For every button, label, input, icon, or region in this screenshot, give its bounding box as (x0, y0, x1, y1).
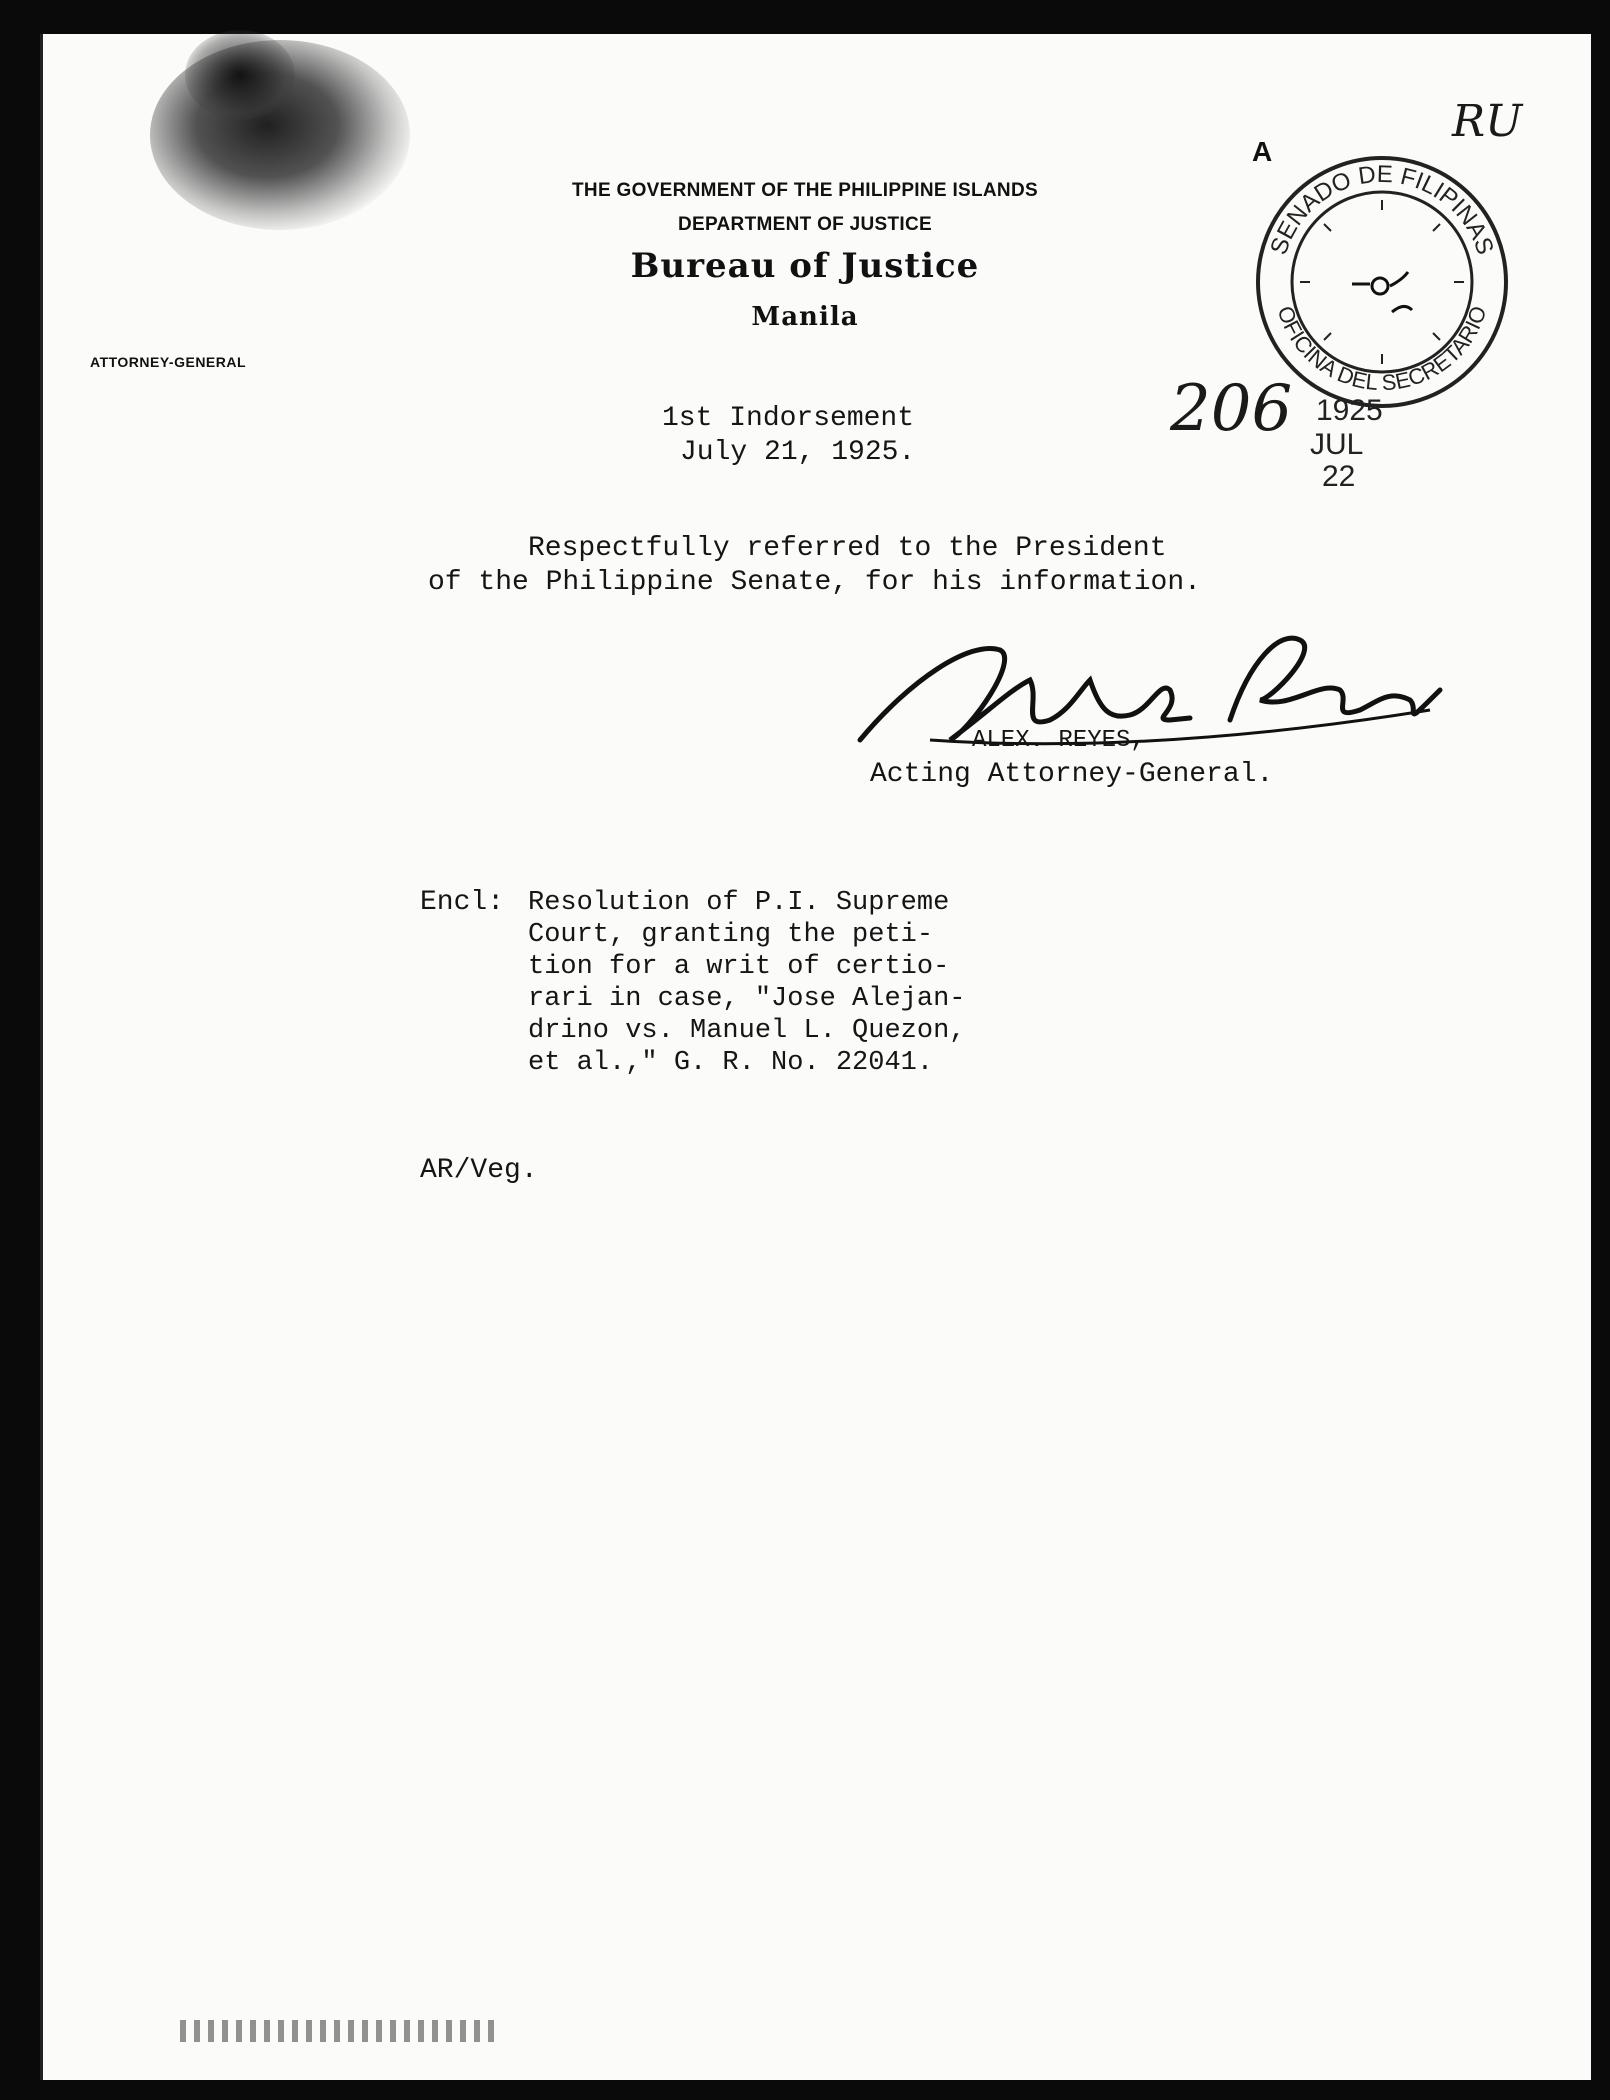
enclosure-line: Resolution of P.I. Supreme (528, 888, 950, 918)
ink-stain-core (185, 30, 295, 120)
letterhead-city: Manila (751, 302, 859, 332)
reference-initials: AR/Veg. (420, 1155, 538, 1186)
referral-line-1: Respectfully referred to the President (528, 533, 1167, 564)
letterhead-bureau: Bureau of Justice (630, 246, 980, 286)
enclosure-line: rari in case, "Jose Alejan- (528, 984, 966, 1014)
enclosure-line: drino vs. Manuel L. Quezon, (528, 1016, 966, 1046)
stamp-month: JUL (1310, 428, 1364, 461)
letterhead-department: DEPARTMENT OF JUSTICE (677, 214, 932, 235)
handwritten-signature (850, 620, 1450, 760)
indorsement-heading: 1st Indorsement (662, 403, 915, 434)
bottom-edge-smudge (180, 2020, 500, 2042)
corner-initials: RU (1452, 96, 1523, 147)
stamp-ring-bottom: OFICINA DEL SECRETARIO (1272, 302, 1492, 396)
enclosure-line: Court, granting the peti- (528, 920, 934, 950)
signatory-name: ALEX. REYES, (972, 727, 1145, 754)
enclosure-line: tion for a writ of certio- (528, 952, 950, 982)
stamp-ring-top: SENADO DE FILIPINAS (1265, 160, 1499, 259)
handwritten-number: 206 (1170, 372, 1293, 446)
stamp-year: 1925 (1316, 394, 1383, 427)
stamp-letter: A (1252, 136, 1273, 167)
referral-line-2: of the Philippine Senate, for his information. (428, 567, 1201, 598)
letterhead-office: ATTORNEY-GENERAL (90, 354, 247, 370)
letterhead-government: THE GOVERNMENT OF THE PHILIPPINE ISLANDS (572, 180, 1038, 201)
indorsement-date: July 21, 1925. (680, 437, 916, 468)
signatory-title: Acting Attorney-General. (870, 759, 1274, 790)
stamp-day: 22 (1322, 460, 1356, 493)
enclosure-line: et al.," G. R. No. 22041. (528, 1048, 934, 1078)
enclosure-label: Encl: (420, 887, 505, 918)
